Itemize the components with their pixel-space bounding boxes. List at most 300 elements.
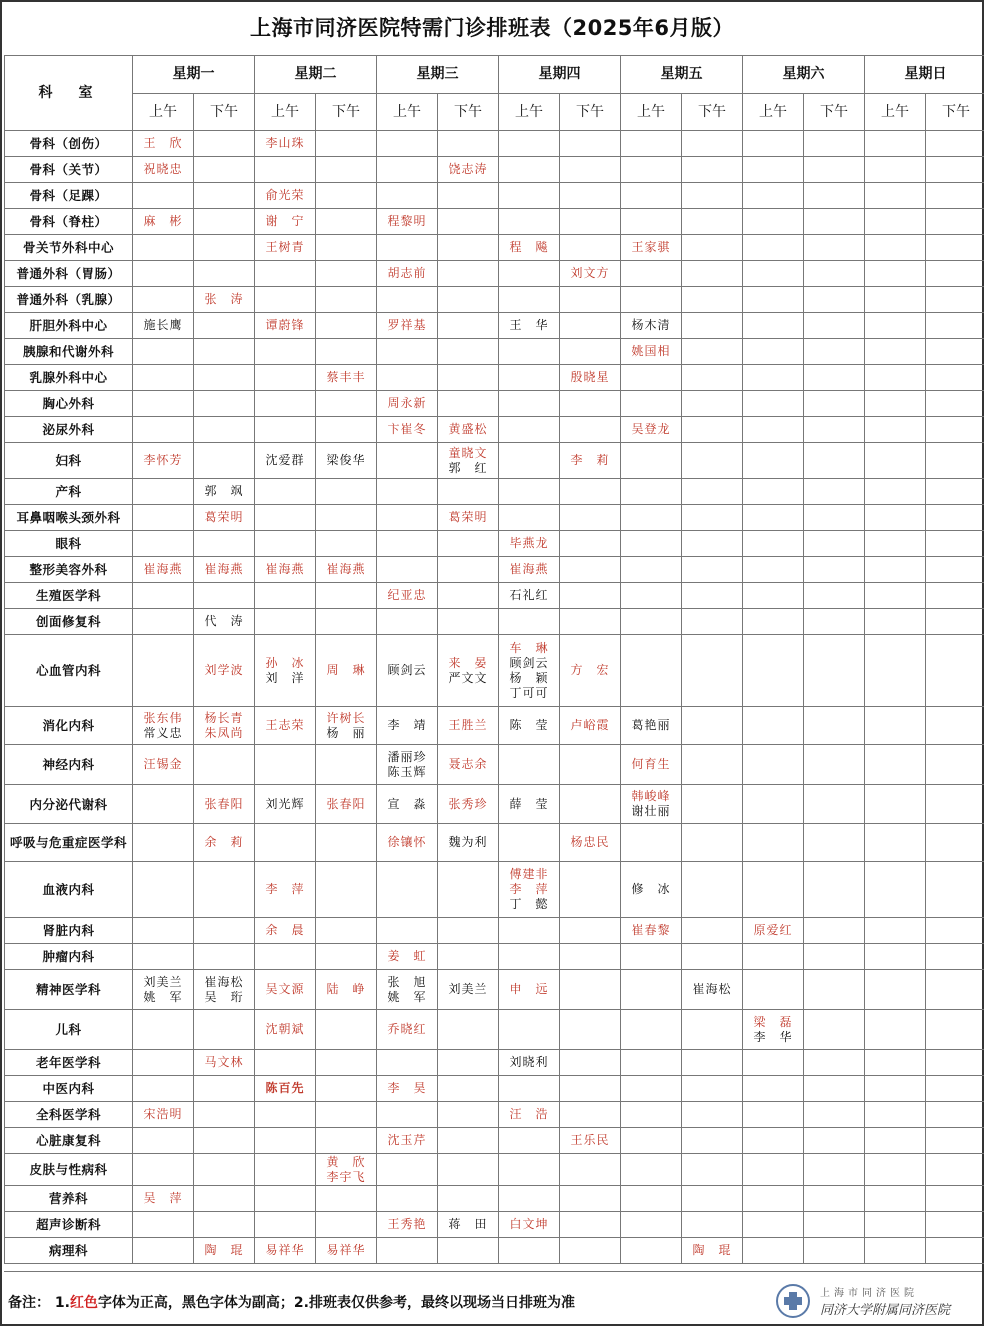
doctor-name: 修 冰 [621, 882, 681, 897]
schedule-cell [438, 209, 499, 235]
schedule-cell [133, 1238, 194, 1264]
table-row [5, 1128, 984, 1154]
schedule-cell [621, 391, 682, 417]
morning-header: 上午 [865, 94, 926, 131]
schedule-cell [743, 209, 804, 235]
doctor-name: 傅建非 [499, 867, 559, 882]
schedule-cell [377, 557, 438, 583]
schedule-cell [865, 1128, 926, 1154]
schedule-cell [194, 531, 255, 557]
doctor-name: 李怀芳 [133, 453, 193, 468]
schedule-cell [682, 531, 743, 557]
schedule-cell [133, 1102, 194, 1128]
schedule-cell [865, 785, 926, 824]
day-header: 星期一 [133, 56, 255, 94]
dept-name: 消化内科 [5, 707, 133, 745]
doctor-name: 崔海燕 [194, 562, 254, 577]
schedule-cell [926, 918, 984, 944]
dept-name: 营养科 [5, 1186, 133, 1212]
doctor-name: 马文林 [194, 1055, 254, 1070]
schedule-cell [865, 365, 926, 391]
schedule-cell [316, 261, 377, 287]
schedule-cell [499, 1010, 560, 1050]
schedule-cell [743, 531, 804, 557]
schedule-cell [743, 970, 804, 1010]
schedule-cell [438, 707, 499, 745]
doctor-name: 杨木清 [621, 318, 681, 333]
schedule-cell [682, 1102, 743, 1128]
doctor-name: 杨 丽 [316, 726, 376, 741]
schedule-cell [926, 183, 984, 209]
dept-name: 老年医学科 [5, 1050, 133, 1076]
schedule-cell [377, 609, 438, 635]
note-prefix: 备注： 1. [8, 1295, 70, 1311]
schedule-cell [743, 505, 804, 531]
table-row [5, 1102, 984, 1128]
schedule-cell [743, 1212, 804, 1238]
schedule-cell [133, 417, 194, 443]
schedule-cell [743, 918, 804, 944]
table-row [5, 970, 984, 1010]
schedule-cell [743, 287, 804, 313]
schedule-cell [133, 365, 194, 391]
schedule-cell [377, 417, 438, 443]
schedule-cell [194, 287, 255, 313]
schedule-cell [621, 505, 682, 531]
schedule-cell [316, 505, 377, 531]
schedule-cell [133, 824, 194, 862]
schedule-cell [255, 1102, 316, 1128]
schedule-cell [255, 745, 316, 785]
doctor-name: 丁 懿 [499, 897, 559, 912]
schedule-cell [194, 1186, 255, 1212]
schedule-cell [499, 1154, 560, 1186]
schedule-cell [743, 1050, 804, 1076]
schedule-table [4, 55, 984, 1264]
schedule-cell [316, 1010, 377, 1050]
schedule-cell [133, 609, 194, 635]
schedule-cell [560, 235, 621, 261]
schedule-cell [560, 862, 621, 918]
schedule-cell [316, 970, 377, 1010]
schedule-cell [926, 261, 984, 287]
schedule-cell [316, 365, 377, 391]
table-row [5, 862, 984, 918]
schedule-cell [865, 1050, 926, 1076]
doctor-name: 梁俊华 [316, 453, 376, 468]
doctor-name: 蒋 田 [438, 1217, 498, 1232]
doctor-name: 杨忠民 [560, 835, 620, 850]
schedule-cell [133, 1154, 194, 1186]
dept-name: 妇科 [5, 443, 133, 479]
schedule-cell [133, 862, 194, 918]
doctor-name: 谢壮丽 [621, 804, 681, 819]
doctor-name: 陈百先 [255, 1081, 315, 1096]
schedule-cell [804, 339, 865, 365]
schedule-cell [926, 1186, 984, 1212]
schedule-cell [255, 209, 316, 235]
day-header: 星期三 [377, 56, 499, 94]
schedule-cell [865, 339, 926, 365]
dept-name: 骨科（足踝） [5, 183, 133, 209]
doctor-name: 周 琳 [316, 663, 376, 678]
schedule-cell [377, 944, 438, 970]
doctor-name: 王 华 [499, 318, 559, 333]
schedule-cell [926, 157, 984, 183]
doctor-name: 郭 红 [438, 461, 498, 476]
schedule-cell [926, 557, 984, 583]
schedule-cell [133, 209, 194, 235]
schedule-cell [438, 824, 499, 862]
table-row [5, 479, 984, 505]
schedule-cell [926, 235, 984, 261]
schedule-cell [621, 745, 682, 785]
doctor-name: 刘美兰 [438, 982, 498, 997]
schedule-cell [377, 1238, 438, 1264]
schedule-cell [865, 707, 926, 745]
schedule-cell [133, 944, 194, 970]
schedule-cell [926, 609, 984, 635]
schedule-cell [682, 583, 743, 609]
doctor-name: 薛 莹 [499, 797, 559, 812]
schedule-cell [560, 339, 621, 365]
schedule-cell [194, 479, 255, 505]
day-header: 星期五 [621, 56, 743, 94]
dept-name: 肝胆外科中心 [5, 313, 133, 339]
schedule-cell [499, 479, 560, 505]
schedule-cell [560, 531, 621, 557]
table-row [5, 1050, 984, 1076]
footer-note [8, 1292, 575, 1312]
schedule-cell [926, 970, 984, 1010]
schedule-cell [560, 157, 621, 183]
schedule-cell [316, 157, 377, 183]
schedule-cell [621, 1186, 682, 1212]
schedule-cell [255, 531, 316, 557]
schedule-cell [560, 1154, 621, 1186]
schedule-cell [377, 157, 438, 183]
doctor-name: 原爱红 [743, 923, 803, 938]
schedule-cell [377, 261, 438, 287]
schedule-cell [499, 1050, 560, 1076]
schedule-cell [499, 862, 560, 918]
schedule-cell [926, 745, 984, 785]
schedule-cell [560, 583, 621, 609]
table-row [5, 313, 984, 339]
schedule-cell [255, 1050, 316, 1076]
doctor-name: 沈玉芹 [377, 1133, 437, 1148]
schedule-cell [560, 1010, 621, 1050]
schedule-cell [194, 970, 255, 1010]
schedule-cell [255, 609, 316, 635]
table-row [5, 1238, 984, 1264]
schedule-cell [255, 1010, 316, 1050]
schedule-cell [804, 635, 865, 707]
schedule-cell [804, 531, 865, 557]
table-row [5, 157, 984, 183]
doctor-name: 崔海松 [682, 982, 742, 997]
schedule-cell [865, 944, 926, 970]
schedule-cell [255, 391, 316, 417]
schedule-cell [865, 583, 926, 609]
hospital-logo [776, 1282, 956, 1320]
schedule-cell [377, 505, 438, 531]
morning-header: 上午 [133, 94, 194, 131]
doctor-name: 潘丽珍 [377, 750, 437, 765]
schedule-cell [377, 1010, 438, 1050]
schedule-cell [804, 365, 865, 391]
doctor-name: 来 晏 [438, 656, 498, 671]
schedule-cell [804, 583, 865, 609]
schedule-cell [865, 1238, 926, 1264]
doctor-name: 沈朝斌 [255, 1022, 315, 1037]
schedule-cell [316, 745, 377, 785]
schedule-cell [255, 862, 316, 918]
schedule-cell [865, 157, 926, 183]
schedule-cell [682, 1128, 743, 1154]
schedule-cell [316, 1154, 377, 1186]
schedule-cell [926, 417, 984, 443]
schedule-cell [682, 1076, 743, 1102]
schedule-cell [621, 557, 682, 583]
schedule-cell [804, 1010, 865, 1050]
schedule-cell [255, 365, 316, 391]
schedule-cell [804, 1238, 865, 1264]
schedule-cell [133, 970, 194, 1010]
table-row [5, 391, 984, 417]
schedule-cell [743, 417, 804, 443]
doctor-name: 易祥华 [316, 1243, 376, 1258]
schedule-cell [255, 1128, 316, 1154]
schedule-cell [316, 131, 377, 157]
doctor-name: 祝晓忠 [133, 162, 193, 177]
schedule-cell [926, 531, 984, 557]
schedule-cell [743, 862, 804, 918]
schedule-cell [133, 287, 194, 313]
schedule-cell [255, 313, 316, 339]
morning-header: 上午 [499, 94, 560, 131]
schedule-cell [255, 183, 316, 209]
schedule-cell [499, 531, 560, 557]
schedule-cell [316, 944, 377, 970]
doctor-name: 王胜兰 [438, 718, 498, 733]
schedule-cell [438, 531, 499, 557]
schedule-cell [194, 635, 255, 707]
schedule-cell [865, 918, 926, 944]
schedule-cell [255, 583, 316, 609]
schedule-cell [743, 391, 804, 417]
doctor-name: 葛艳丽 [621, 718, 681, 733]
schedule-cell [316, 862, 377, 918]
schedule-cell [682, 1212, 743, 1238]
table-row [5, 505, 984, 531]
schedule-cell [682, 785, 743, 824]
schedule-cell [560, 1238, 621, 1264]
morning-header: 上午 [377, 94, 438, 131]
schedule-cell [865, 609, 926, 635]
doctor-name: 车 琳 [499, 641, 559, 656]
schedule-cell [377, 443, 438, 479]
schedule-cell [255, 131, 316, 157]
schedule-cell [133, 157, 194, 183]
schedule-cell [377, 531, 438, 557]
dept-name: 内分泌代谢科 [5, 785, 133, 824]
schedule-cell [621, 209, 682, 235]
schedule-cell [743, 1102, 804, 1128]
schedule-cell [194, 183, 255, 209]
schedule-cell [438, 583, 499, 609]
schedule-cell [621, 785, 682, 824]
schedule-cell [804, 944, 865, 970]
schedule-cell [560, 209, 621, 235]
schedule-cell [926, 1128, 984, 1154]
schedule-cell [926, 1102, 984, 1128]
schedule-cell [621, 443, 682, 479]
schedule-cell [560, 1186, 621, 1212]
schedule-cell [255, 443, 316, 479]
schedule-cell [255, 417, 316, 443]
schedule-cell [194, 1154, 255, 1186]
schedule-cell [438, 131, 499, 157]
table-row [5, 417, 984, 443]
schedule-cell [682, 635, 743, 707]
dept-name: 超声诊断科 [5, 1212, 133, 1238]
schedule-cell [682, 1186, 743, 1212]
schedule-cell [926, 209, 984, 235]
doctor-name: 李 萍 [499, 882, 559, 897]
schedule-cell [743, 1186, 804, 1212]
doctor-name: 刘学波 [194, 663, 254, 678]
schedule-cell [255, 1186, 316, 1212]
schedule-cell [682, 745, 743, 785]
schedule-cell [804, 1076, 865, 1102]
schedule-cell [438, 235, 499, 261]
schedule-cell [377, 339, 438, 365]
schedule-cell [377, 479, 438, 505]
schedule-cell [499, 183, 560, 209]
table-row [5, 183, 984, 209]
schedule-cell [438, 505, 499, 531]
schedule-cell [499, 785, 560, 824]
table-row [5, 365, 984, 391]
schedule-cell [499, 1238, 560, 1264]
schedule-cell [499, 391, 560, 417]
schedule-cell [926, 707, 984, 745]
doctor-name: 刘 洋 [255, 671, 315, 686]
schedule-cell [926, 505, 984, 531]
doctor-name: 黄 欣 [316, 1155, 376, 1170]
schedule-cell [743, 365, 804, 391]
schedule-cell [682, 235, 743, 261]
doctor-name: 张春阳 [316, 797, 376, 812]
schedule-cell [621, 918, 682, 944]
doctor-name: 韩峻峰 [621, 789, 681, 804]
schedule-cell [133, 261, 194, 287]
schedule-cell [133, 1128, 194, 1154]
schedule-cell [377, 1102, 438, 1128]
dept-name: 病理科 [5, 1238, 133, 1264]
doctor-name: 汪 浩 [499, 1107, 559, 1122]
schedule-cell [804, 443, 865, 479]
schedule-cell [621, 1154, 682, 1186]
schedule-cell [316, 339, 377, 365]
doctor-name: 罗祥基 [377, 318, 437, 333]
table-row [5, 531, 984, 557]
schedule-cell [560, 287, 621, 313]
schedule-cell [865, 209, 926, 235]
doctor-name: 严文文 [438, 671, 498, 686]
table-row [5, 944, 984, 970]
schedule-cell [621, 635, 682, 707]
schedule-cell [194, 365, 255, 391]
schedule-cell [926, 339, 984, 365]
afternoon-header: 下午 [804, 94, 865, 131]
schedule-cell [316, 391, 377, 417]
dept-name: 精神医学科 [5, 970, 133, 1010]
schedule-cell [682, 339, 743, 365]
schedule-cell [926, 583, 984, 609]
page-title: 上海市同济医院特需门诊排班表（2025年6月版） [2, 2, 982, 54]
note-rest: 字体为正高，黑色字体为副高；2.排班表仅供参考，最终以现场当日排班为准 [98, 1295, 575, 1311]
doctor-name: 姚 军 [133, 990, 193, 1005]
doctor-name: 谭蔚锋 [255, 318, 315, 333]
schedule-cell [194, 417, 255, 443]
schedule-cell [865, 557, 926, 583]
afternoon-header: 下午 [682, 94, 743, 131]
dept-name: 肾脏内科 [5, 918, 133, 944]
schedule-cell [804, 824, 865, 862]
schedule-cell [926, 443, 984, 479]
schedule-cell [194, 557, 255, 583]
schedule-cell [499, 609, 560, 635]
schedule-cell [560, 918, 621, 944]
schedule-cell [743, 131, 804, 157]
doctor-name: 俞光荣 [255, 188, 315, 203]
schedule-cell [316, 824, 377, 862]
schedule-cell [865, 1010, 926, 1050]
schedule-cell [316, 557, 377, 583]
doctor-name: 姜 虹 [377, 949, 437, 964]
schedule-cell [804, 505, 865, 531]
schedule-cell [499, 157, 560, 183]
schedule-cell [865, 1102, 926, 1128]
schedule-cell [743, 1238, 804, 1264]
doctor-name: 乔晓红 [377, 1022, 437, 1037]
footer [4, 1271, 982, 1327]
doctor-name: 石礼红 [499, 588, 559, 603]
schedule-cell [194, 1076, 255, 1102]
table-row [5, 235, 984, 261]
schedule-cell [865, 970, 926, 1010]
doctor-name: 李 昊 [377, 1081, 437, 1096]
doctor-name: 童晓文 [438, 446, 498, 461]
schedule-cell [133, 339, 194, 365]
schedule-cell [316, 1128, 377, 1154]
table-row [5, 745, 984, 785]
schedule-cell [560, 131, 621, 157]
doctor-name: 王家骐 [621, 240, 681, 255]
schedule-cell [377, 862, 438, 918]
schedule-cell [377, 313, 438, 339]
doctor-name: 崔春黎 [621, 923, 681, 938]
schedule-cell [743, 635, 804, 707]
doctor-name: 顾剑云 [499, 656, 559, 671]
schedule-cell [194, 1212, 255, 1238]
note-red-word: 红色 [70, 1295, 98, 1311]
table-row [5, 1154, 984, 1186]
doctor-name: 张 涛 [194, 292, 254, 307]
schedule-cell [560, 183, 621, 209]
